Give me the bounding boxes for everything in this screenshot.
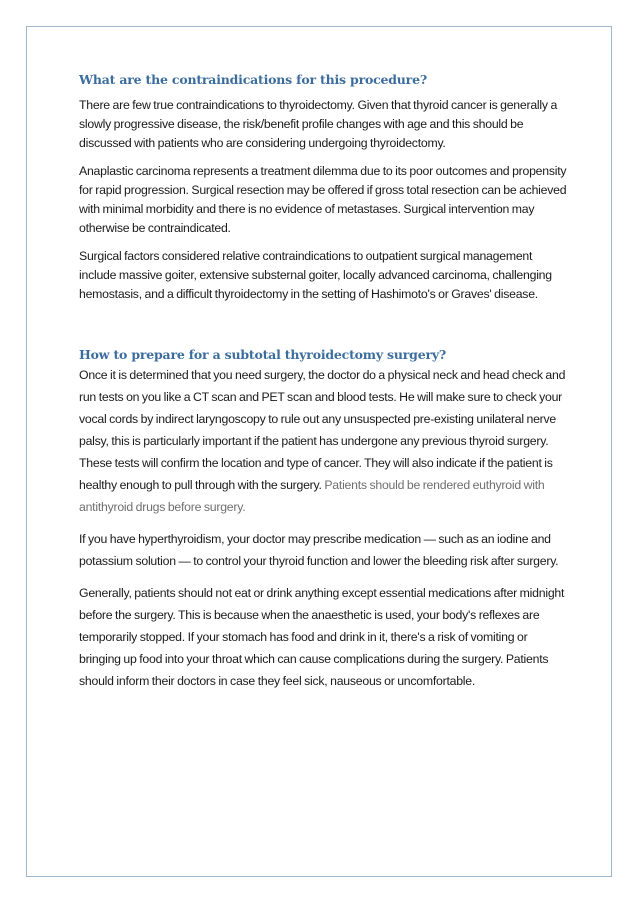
section-heading-preparation: How to prepare for a subtotal thyroidectomy surgery? xyxy=(79,347,447,362)
paragraph-contraindications-2: Anaplastic carcinoma represents a treatment dilemma due to its poor outcomes and propensity for rapid progression. Surgical resection may be offered if gross total resection can be achieved with minimal morbidity and there is no evidence of metastases. Surgical intervention may otherwise be contraindicated. xyxy=(79,164,567,235)
paragraph-preparation-1-note: Patients should be rendered euthyroid with antithyroid drugs before surgery. xyxy=(79,478,545,514)
document-body xyxy=(79,72,569,702)
paragraph-preparation-1 xyxy=(79,364,569,518)
section-preparation xyxy=(79,347,569,692)
paragraph-preparation-1-text: Once it is determined that you need surgery, the doctor do a physical neck and head check and run tests on you like a CT scan and PET scan and blood tests. He will make sure to check your vocal cords by indirect laryngoscopy to rule out any unsuspected pre-existing unilateral nerve palsy, this is particularly important if the patient has undergone any previous thyroid surgery. These tests will confirm the location and type of cancer. They will also indicate if the patient is healthy enough to pull through with the surgery. xyxy=(79,368,566,492)
paragraph-preparation-3: Generally, patients should not eat or drink anything except essential medications after midnight before the surgery. This is because when the anaesthetic is used, your body's reflexes are temporarily stopped. If your stomach has food and drink in it, there's a risk of vomiting or bringing up food into your throat which can cause complications during the surgery. Patients should inform their doctors in case they feel sick, nauseous or uncomfortable. xyxy=(79,586,565,688)
paragraph-contraindications-3: Surgical factors considered relative contraindications to outpatient surgical management include massive goiter, extensive substernal goiter, locally advanced carcinoma, challenging hemostasis, and a difficult thyroidectomy in the setting of Hashimoto's or Graves' disease. xyxy=(79,249,552,301)
section-contraindications xyxy=(79,72,569,304)
paragraph-preparation-2: If you have hyperthyroidism, your doctor may prescribe medication — such as an iodine and potassium solution — to control your thyroid function and lower the bleeding risk after surgery. xyxy=(79,532,559,568)
paragraph-contraindications-1: There are few true contraindications to thyroidectomy. Given that thyroid cancer is generally a slowly progressive disease, the risk/benefit profile changes with age and this should be discussed with patients who are considering undergoing thyroidectomy. xyxy=(79,98,558,150)
section-heading-contraindications: What are the contraindications for this procedure? xyxy=(79,72,427,87)
